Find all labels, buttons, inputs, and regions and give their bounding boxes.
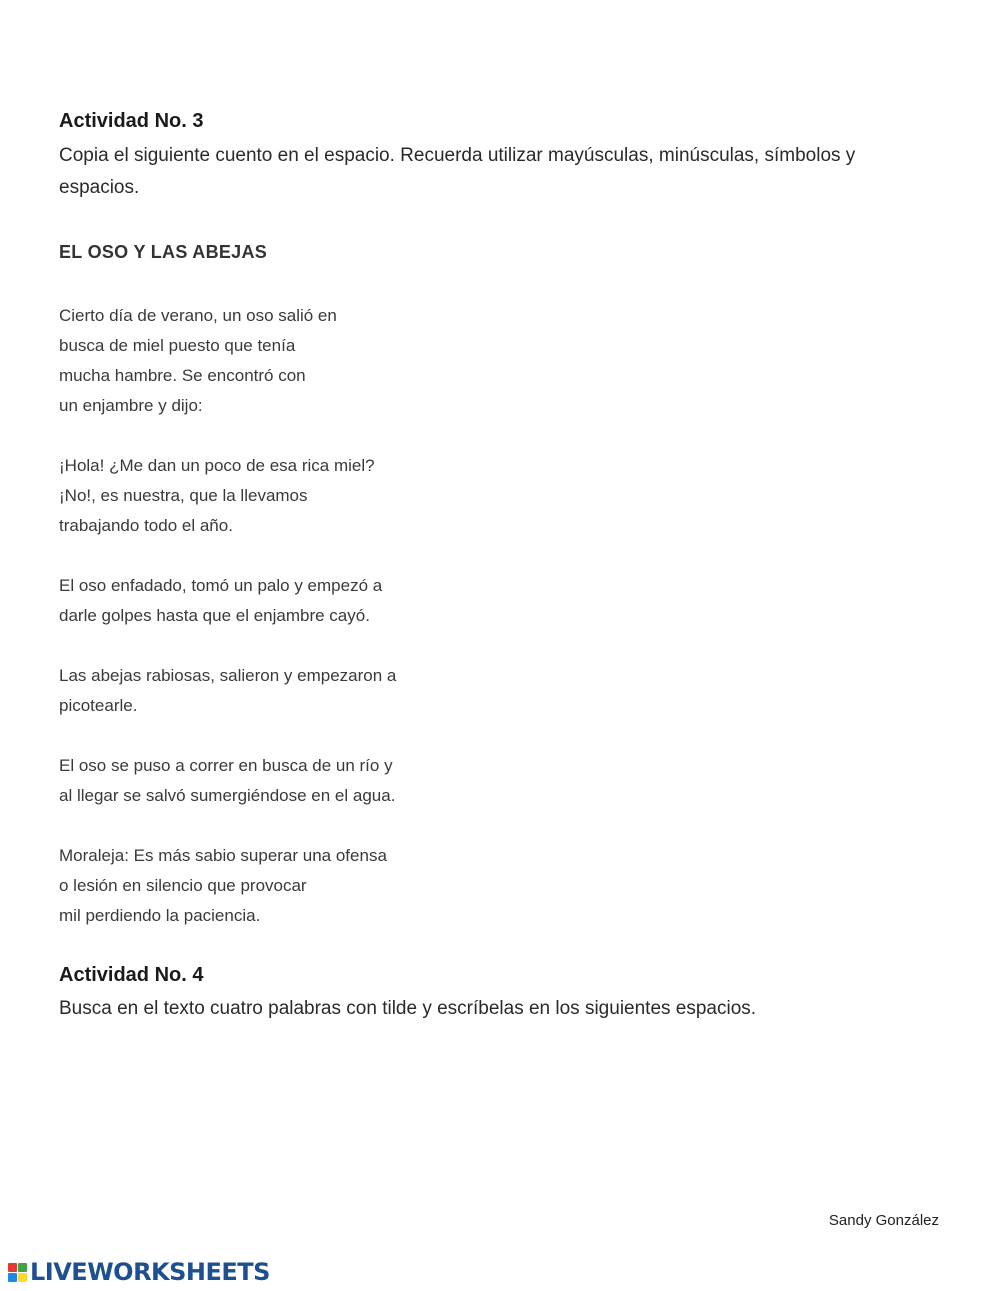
story-line: Moraleja: Es más sabio superar una ofensa xyxy=(59,846,387,865)
story-line: busca de miel puesto que tenía xyxy=(59,336,296,355)
story-moral xyxy=(59,841,479,931)
activity-3-heading: Actividad No. 3 xyxy=(59,110,204,132)
story-line: Cierto día de verano, un oso salió en xyxy=(59,306,337,325)
story-line: Las abejas rabiosas, salieron y empezaron a xyxy=(59,666,397,685)
story-line: El oso enfadado, tomó un palo y empezó a xyxy=(59,576,383,595)
story-paragraph xyxy=(59,571,479,631)
story-line: ¡Hola! ¿Me dan un poco de esa rica miel? xyxy=(59,456,375,475)
activity-4-heading: Actividad No. 4 xyxy=(59,964,204,986)
story-line: mucha hambre. Se encontró con xyxy=(59,366,306,385)
liveworksheets-logo[interactable] xyxy=(8,1258,270,1286)
story-line: darle golpes hasta que el enjambre cayó. xyxy=(59,606,370,625)
story-line: picotearle. xyxy=(59,696,138,715)
story-line: un enjambre y dijo: xyxy=(59,396,203,415)
logo-square xyxy=(18,1263,27,1272)
activity-4-instruction: Busca en el texto cuatro palabras con tilde y escríbelas en los siguientes espacios. xyxy=(59,998,757,1019)
story-line: al llegar se salvó sumergiéndose en el agua. xyxy=(59,786,396,805)
story-paragraph xyxy=(59,451,479,541)
logo-square xyxy=(8,1263,17,1272)
story-paragraph xyxy=(59,661,479,721)
story-line: El oso se puso a correr en busca de un río y xyxy=(59,756,393,775)
story-body xyxy=(59,301,479,961)
story-title: EL OSO Y LAS ABEJAS xyxy=(59,242,268,262)
logo-square xyxy=(18,1273,27,1282)
story-line: mil perdiendo la paciencia. xyxy=(59,906,261,925)
liveworksheets-logo-icon xyxy=(8,1263,27,1282)
story-paragraph xyxy=(59,301,479,421)
story-line: o lesión en silencio que provocar xyxy=(59,876,307,895)
liveworksheets-logo-text: LIVEWORKSHEETS xyxy=(30,1258,270,1286)
author-credit: Sandy González xyxy=(828,1212,939,1229)
story-paragraph xyxy=(59,751,479,811)
logo-square xyxy=(8,1273,17,1282)
story-line: ¡No!, es nuestra, que la llevamos xyxy=(59,486,308,505)
story-line: trabajando todo el año. xyxy=(59,516,233,535)
activity-3-instruction: Copia el siguiente cuento en el espacio. Recuerda utilizar mayúsculas, minúsculas, símbolos y espacios. xyxy=(59,145,856,198)
